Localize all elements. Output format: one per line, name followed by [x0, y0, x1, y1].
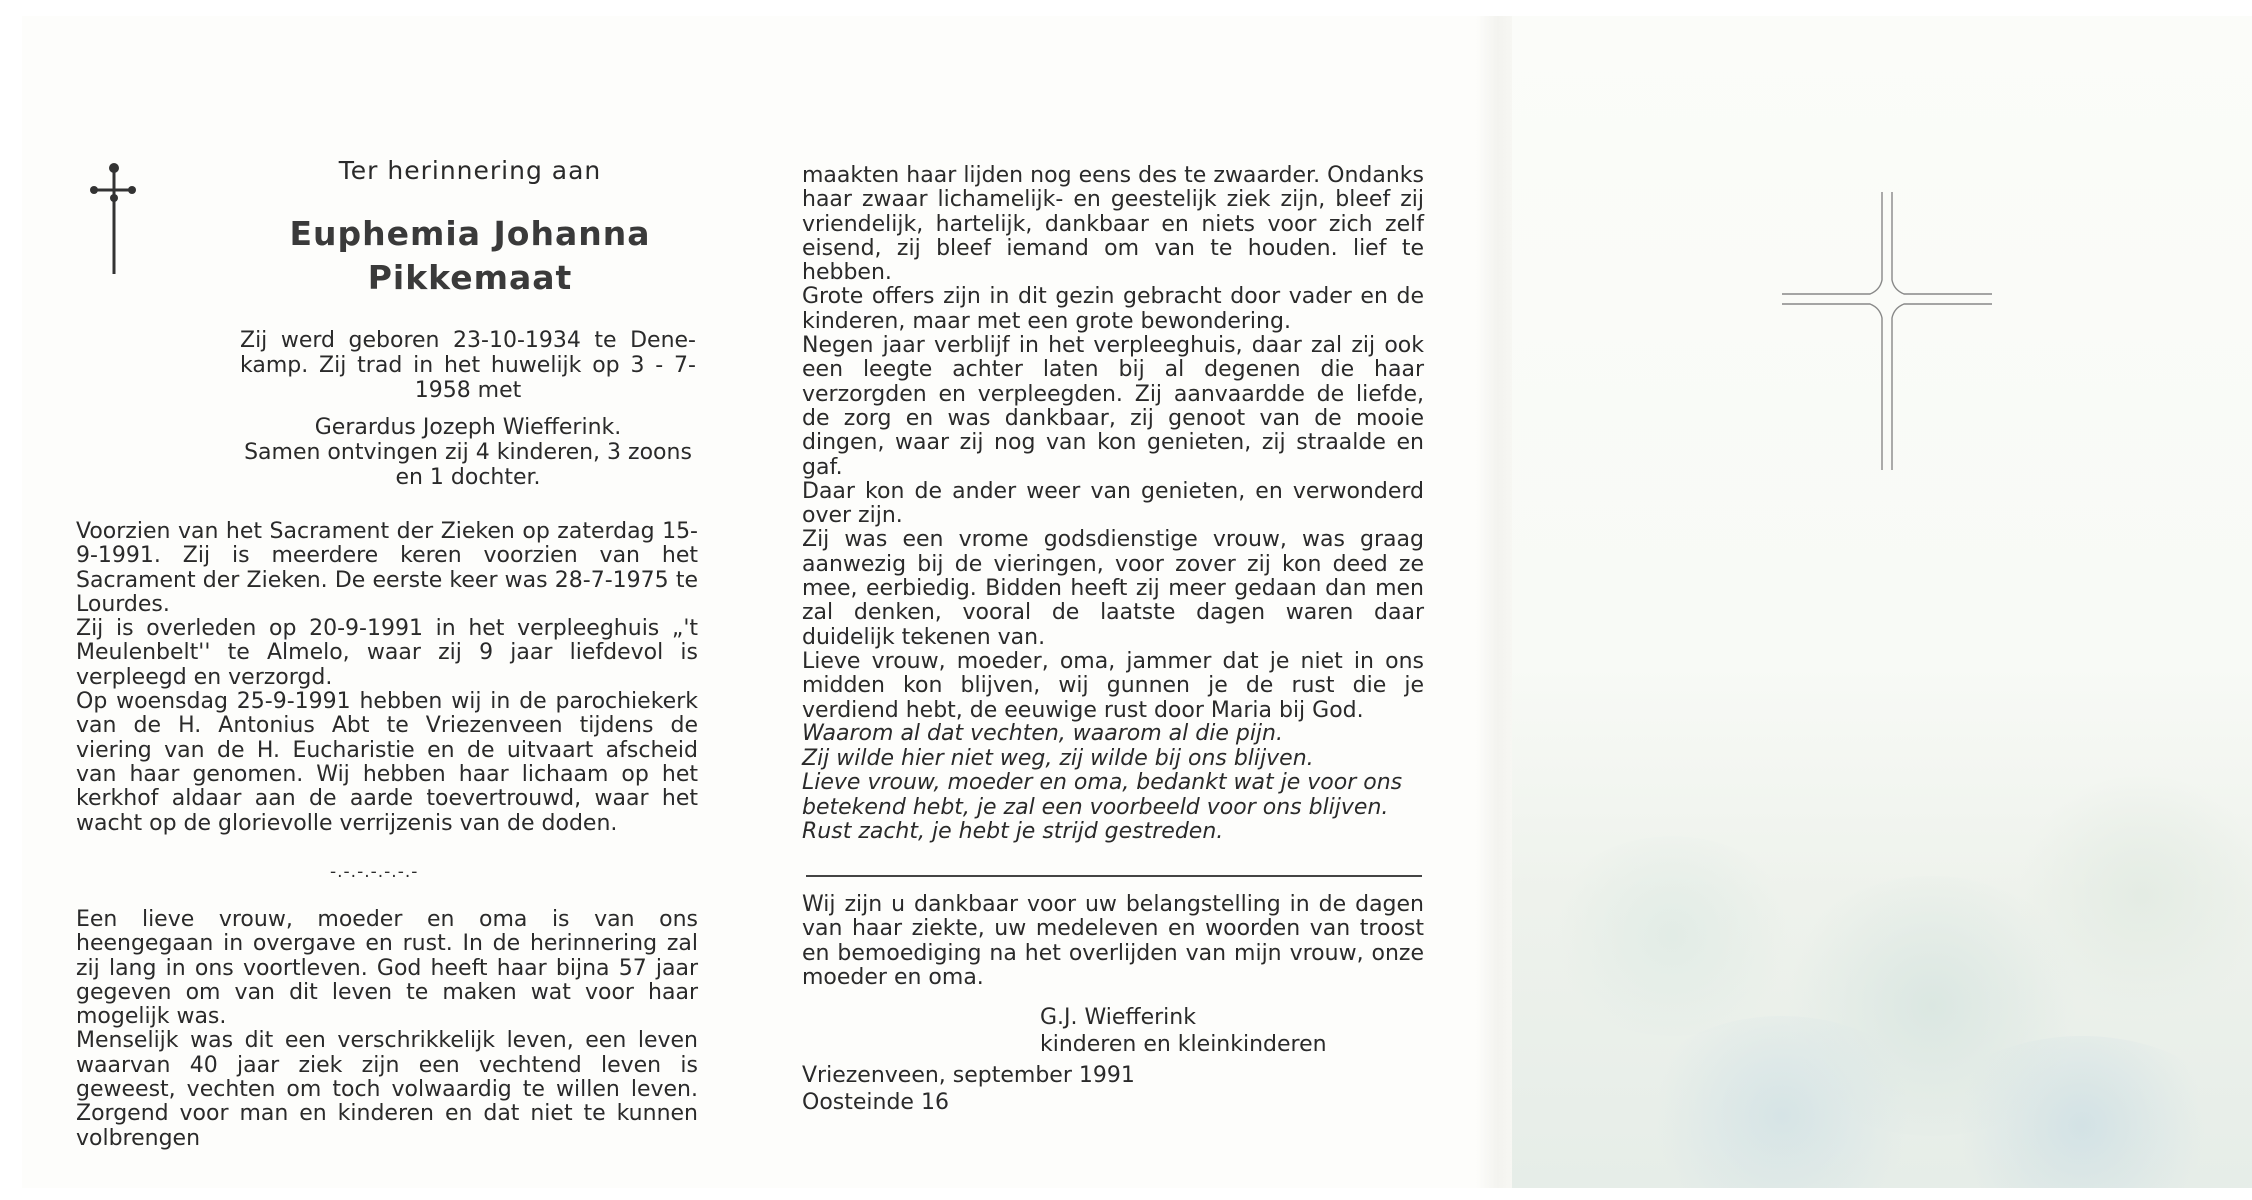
signature-name: G.J. Wiefferink	[1040, 1005, 1196, 1030]
paragraph: Lieve vrouw, moeder, oma, jammer dat je niet in ons midden kon blijven, wij gunnen je de rust die je verdiend hebt, de eeuwige rust door Maria bij God.	[802, 648, 1424, 723]
intro-heading: Ter herinnering aan	[338, 156, 602, 185]
left-column-text	[76, 520, 698, 836]
poem-line: Zij wilde hier niet weg, zij wilde bij ons blijven.	[802, 745, 1314, 771]
poem-line: betekend hebt, je zal een voorbeeld voor ons blijven.	[802, 794, 1389, 820]
cover-cross-icon	[1770, 190, 2010, 490]
poem	[802, 722, 1442, 845]
poem-line: Lieve vrouw, moeder en oma, bedankt wat je voor ons	[802, 770, 1403, 795]
small-cross-icon	[88, 158, 138, 276]
left-column-text-2	[76, 908, 698, 1151]
middle-column-text	[802, 164, 1424, 723]
deceased-first-names: Euphemia Johanna	[289, 214, 651, 253]
birth-marriage-text: Zij werd geboren 23-10-1934 te Dene-kamp. Zij trad in het huwelijk op 3 - 7- 1958 met	[240, 328, 696, 403]
paragraph: Zij is overleden op 20-9-1991 in het verpleeghuis „'t Meulenbelt'' te Almelo, waar zij 9 jaar liefdevol is verpleegd en verzorgd.	[76, 616, 698, 690]
horizontal-rule	[806, 875, 1422, 877]
paragraph: maakten haar lijden nog eens des te zwaarder. Ondanks haar zwaar lichamelijk- en geestelijk ziek zijn, bleef zij vriendelijk, hartelijk, dankbaar en niets voor zich zelf eisend, zij bleef iemand om van te houden. lief te hebben.	[802, 163, 1424, 286]
address: Oosteinde 16	[802, 1090, 949, 1115]
paragraph: Daar kon de ander weer van genieten, en verwonderd over zijn.	[802, 478, 1424, 529]
place-date-block	[802, 1062, 1135, 1116]
poem-line: Waarom al dat vechten, waarom al die pijn.	[802, 721, 1283, 746]
paragraph: Voorzien van het Sacrament der Zieken op zaterdag 15-9-1991. Zij is meerdere keren voorzien van het Sacrament der Zieken. De eerste keer was 28-7-1975 te Lourdes.	[76, 519, 698, 617]
card-fold	[1476, 16, 1512, 1188]
deceased-surname: Pikkemaat	[367, 258, 573, 297]
signature-block	[1040, 1004, 1327, 1058]
place-date: Vriezenveen, september 1991	[802, 1063, 1135, 1088]
paragraph: Op woensdag 25-9-1991 hebben wij in de parochiekerk van de H. Antonius Abt te Vriezenveen tijdens de viering van de H. Eucharistie en de uitvaart afscheid van haar genomen. Wij hebben haar lichaam op het kerkhof aldaar aan de aarde toevertrouwd, waar het wacht op de glorievolle verrijzenis van de doden.	[76, 689, 698, 836]
thanks-text	[802, 893, 1424, 990]
children-line-2: en 1 dochter.	[395, 465, 541, 490]
paragraph: Wij zijn u dankbaar voor uw belangstelling in de dagen van haar ziekte, uw medeleven en woorden van troost en bemoediging na het overlijden van mijn vrouw, onze moeder en oma.	[802, 892, 1424, 990]
paragraph: Zij was een vrome godsdienstige vrouw, was graag aanwezig bij de vieringen, voor zover zij kon deed ze mee, eerbiedig. Bidden heeft zij meer gedaan dan men zal denken, vooral de laatste dagen waren daar duidelijk tekenen van.	[802, 527, 1424, 650]
signature-family: kinderen en kleinkinderen	[1040, 1032, 1327, 1057]
spouse-info	[240, 415, 696, 490]
paragraph: Grote offers zijn in dit gezin gebracht door vader en de kinderen, maar met een grote bewondering.	[802, 284, 1424, 334]
spouse-name: Gerardus Jozeph Wiefferink.	[314, 415, 622, 440]
paragraph: Een lieve vrouw, moeder en oma is van ons heengegaan in overgave en rust. In de herinnering zal zij lang in ons voortleven. God heeft haar bijna 57 jaar gegeven om van dit leven te maken wat voor haar mogelijk was.	[76, 907, 698, 1030]
dotted-divider: -.-.-.-.-.-.-	[330, 862, 419, 882]
paragraph: Negen jaar verblijf in het verpleeghuis, daar zal zij ook een leegte achter laten bij al degenen die haar verzorgden en verpleegden. Zij aanvaardde de liefde, de zorg en was dankbaar, zij genoot van de mooie dingen, waar zij nog van kon genieten, zij straalde en gaf.	[802, 333, 1424, 480]
poem-line: Rust zacht, je hebt je strijd gestreden.	[802, 819, 1224, 844]
deceased-name	[230, 212, 710, 300]
children-line: Samen ontvingen zij 4 kinderen, 3 zoons	[244, 440, 692, 465]
paragraph: Menselijk was dit een verschrikkelijk leven, een leven waarvan 40 jaar ziek zijn een vechtend leven is geweest, vechten om toch volwaardig te willen leven. Zorgend voor man en kinderen en dat niet te kunnen volbrengen	[76, 1028, 698, 1151]
